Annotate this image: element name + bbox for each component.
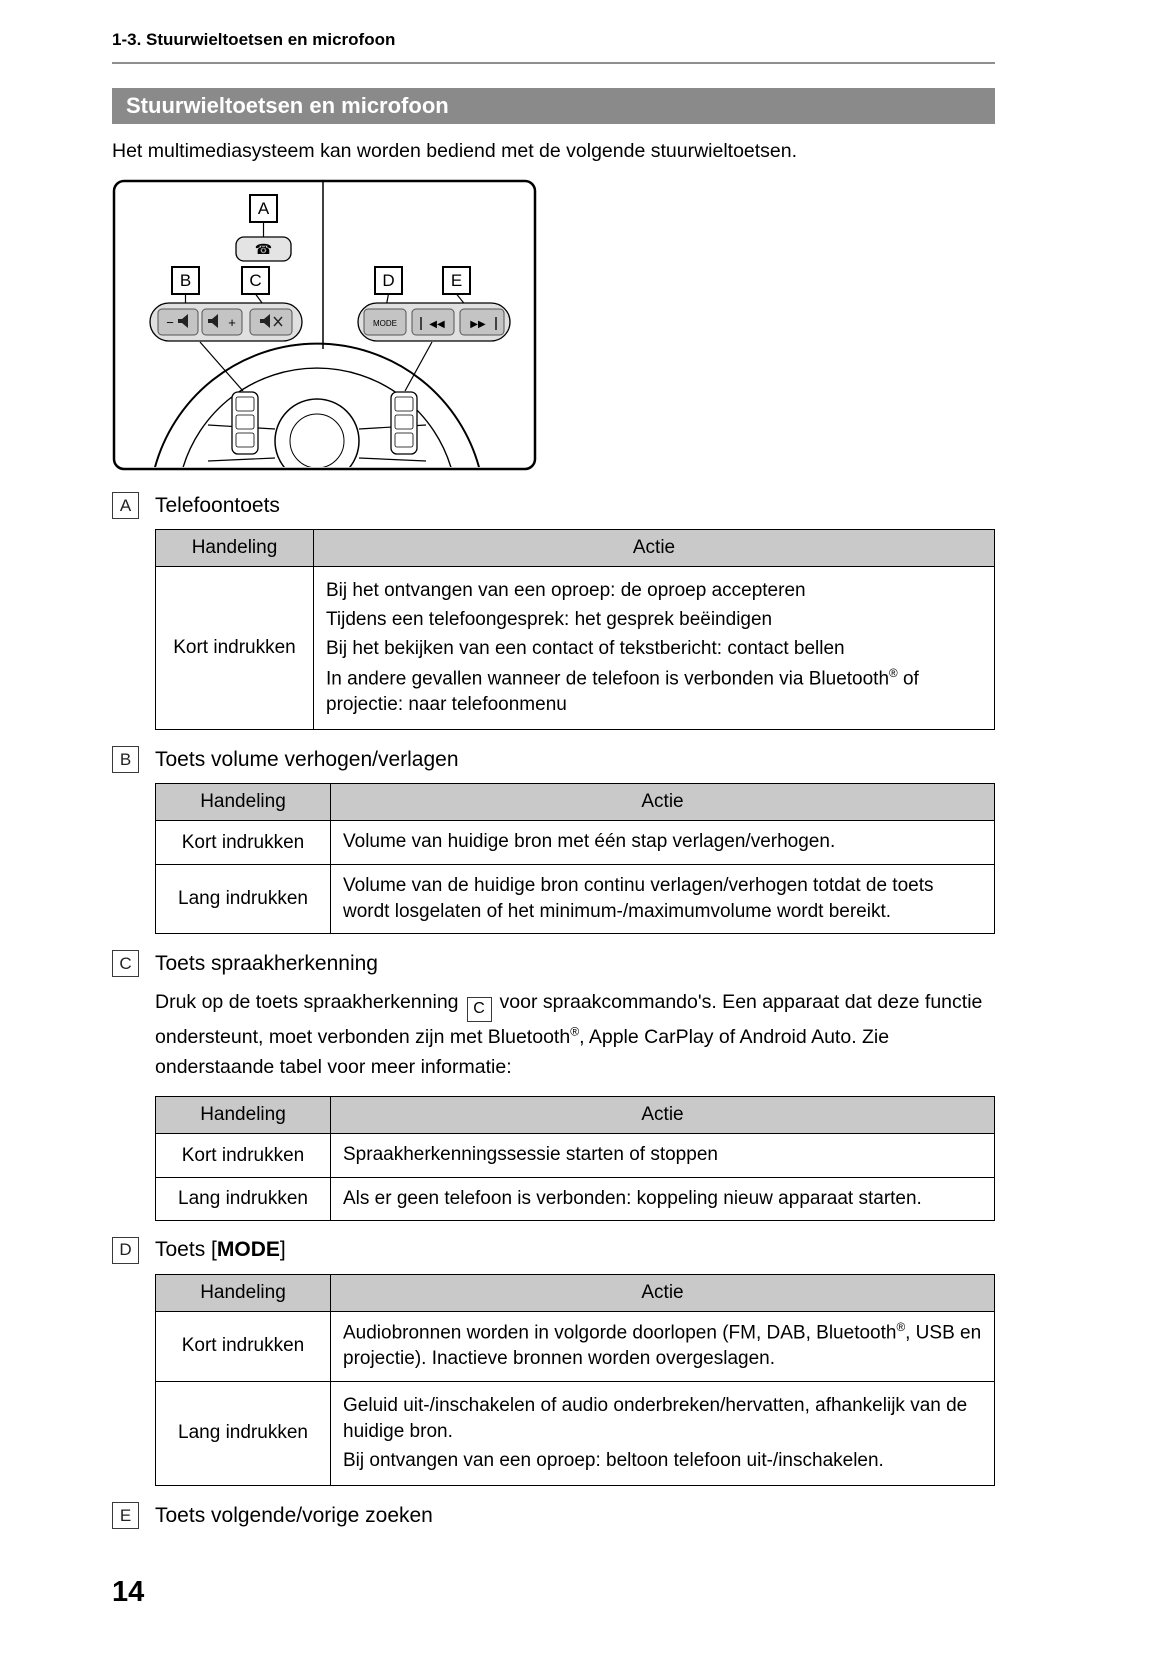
steering-wheel-illustration [112,179,537,471]
registered-mark: ® [896,1320,906,1334]
actie-line: Bij het ontvangen van een oproep: de oproep accepteren [326,580,806,601]
callout-c-label: C [249,271,262,290]
callout-d-label: D [382,271,395,290]
section-label-b: B [112,746,139,773]
minus-icon: − [166,315,174,330]
actie-cell: Volume van huidige bron met één stap verlagen/verhogen. [331,821,995,864]
seek-forward-icon: ▶▶ [470,319,486,330]
volume-down-button [158,309,198,335]
seek-forward-button [460,309,504,335]
table-row [156,864,995,933]
handeling-cell: Lang indrukken [156,1381,331,1486]
table-volume [155,783,995,934]
actie-text: In andere gevallen wanneer de telefoon is verbonden via Bluetooth [326,667,890,689]
section-label-a: A [112,492,139,519]
column-header-actie: Actie [331,784,995,821]
section-d-head [112,1237,995,1264]
wheel-left-button-cluster [232,392,258,454]
actie-text: of projectie: naar telefoonmenu [326,667,919,716]
handeling-cell: Kort indrukken [156,1134,331,1177]
table-row [156,1381,995,1486]
table-row [156,1134,995,1177]
column-header-handeling: Handeling [156,784,331,821]
actie-cell: Als er geen telefoon is verbonden: koppeling nieuw apparaat starten. [331,1177,995,1220]
column-header-handeling: Handeling [156,1097,331,1134]
mode-button [364,309,406,335]
table-spraakherkenning [155,1096,995,1220]
actie-line: Bij ontvangen van een oproep: beltoon telefoon uit-/inschakelen. [343,1450,884,1472]
actie-line: Tijdens een telefoongesprek: het gesprek beëindigen [326,609,773,631]
handeling-cell: Lang indrukken [156,864,331,933]
table-row [156,1177,995,1220]
column-header-handeling: Handeling [156,1274,331,1311]
seek-back-icon: ◀◀ [429,319,445,330]
actie-text: , USB en projectie). Inactieve bronnen worden overgeslagen. [343,1322,982,1370]
column-header-actie: Actie [314,530,995,567]
page-number: 14 [112,1576,145,1608]
section-e-head [112,1502,995,1529]
table-row [156,821,995,864]
inline-label-c: C [467,997,492,1022]
section-label-d: D [112,1237,139,1264]
column-header-actie: Actie [331,1097,995,1134]
section-title-e: Toets volgende/vorige zoeken [155,1503,433,1527]
actie-line: Bij het bekijken van een contact of tekstbericht: contact bellen [326,638,845,660]
section-title-c: Toets spraakherkenning [155,951,378,975]
steering-wheel-diagram [112,179,995,476]
wheel-right-button-cluster [391,392,417,454]
section-title-b: Toets volume verhogen/verlagen [155,747,459,771]
actie-cell [331,1311,995,1381]
paragraph-text: , Apple CarPlay of Android Auto. Zie onderstaande tabel voor meer informatie: [155,1025,890,1079]
section-label-e: E [112,1502,139,1529]
seek-back-button [412,309,454,335]
section-c-head [112,950,995,977]
table-row [156,1311,995,1381]
table-telefoontoets [155,529,995,730]
table-header-row [156,784,995,821]
actie-cell [331,1381,995,1486]
section-title-d [155,1238,286,1262]
section-label-c: C [112,950,139,977]
right-key-panel [358,303,510,341]
intro-text: Het multimediasysteem kan worden bediend met de volgende stuurwieltoetsen. [112,140,798,162]
section-b-head [112,746,995,773]
table-row [156,567,995,730]
callout-b-label: B [179,271,192,290]
voice-recognition-paragraph [155,987,983,1082]
phone-icon: ☎ [254,241,273,257]
table-header-row [156,1097,995,1134]
handeling-cell: Kort indrukken [156,567,314,730]
actie-line [326,666,982,719]
voice-mute-button [250,309,292,335]
paragraph-text: Druk op de toets spraakherkenning [155,991,459,1014]
volume-up-button [202,309,242,335]
callout-e-label: E [450,271,463,290]
handeling-cell: Kort indrukken [156,821,331,864]
paragraph-text: voor spraakcommando's. Een apparaat dat deze functie ondersteunt, moet verbonden zijn met Bluetooth [155,991,983,1048]
registered-mark: ® [889,666,898,680]
actie-cell: Spraakherkenningssessie starten of stoppen [331,1134,995,1177]
plus-icon: + [228,315,236,330]
mode-keyword: MODE [216,1238,280,1262]
actie-cell: Volume van de huidige bron continu verlagen/verhogen totdat de toets wordt losgelaten of het minimum-/maximumvolume wordt bereikt. [331,864,995,933]
handeling-cell: Lang indrukken [156,1177,331,1220]
page-title: Stuurwieltoetsen en microfoon [112,88,995,124]
table-header-row [156,530,995,567]
column-header-handeling: Handeling [156,530,314,567]
table-header-row [156,1274,995,1311]
table-mode [155,1274,995,1486]
title-text: Toets [ [155,1238,217,1262]
actie-line: Geluid uit-/inschakelen of audio onderbreken/hervatten, afhankelijk van de huidige bron. [343,1394,968,1442]
section-a-head [112,492,995,519]
actie-text: Audiobronnen worden in volgorde doorlopen (FM, DAB, Bluetooth [343,1322,897,1344]
header-divider [112,62,995,64]
title-text: ] [279,1238,286,1262]
breadcrumb: 1-3. Stuurwieltoetsen en microfoon [112,30,396,49]
column-header-actie: Actie [331,1274,995,1311]
registered-mark: ® [570,1024,580,1039]
left-key-panel [150,303,302,341]
phone-button [236,237,291,261]
section-title-a: Telefoontoets [155,493,280,517]
callout-a-label: A [257,199,270,218]
handeling-cell: Kort indrukken [156,1311,331,1381]
mode-button-label: MODE [373,319,397,328]
actie-cell [314,567,995,730]
